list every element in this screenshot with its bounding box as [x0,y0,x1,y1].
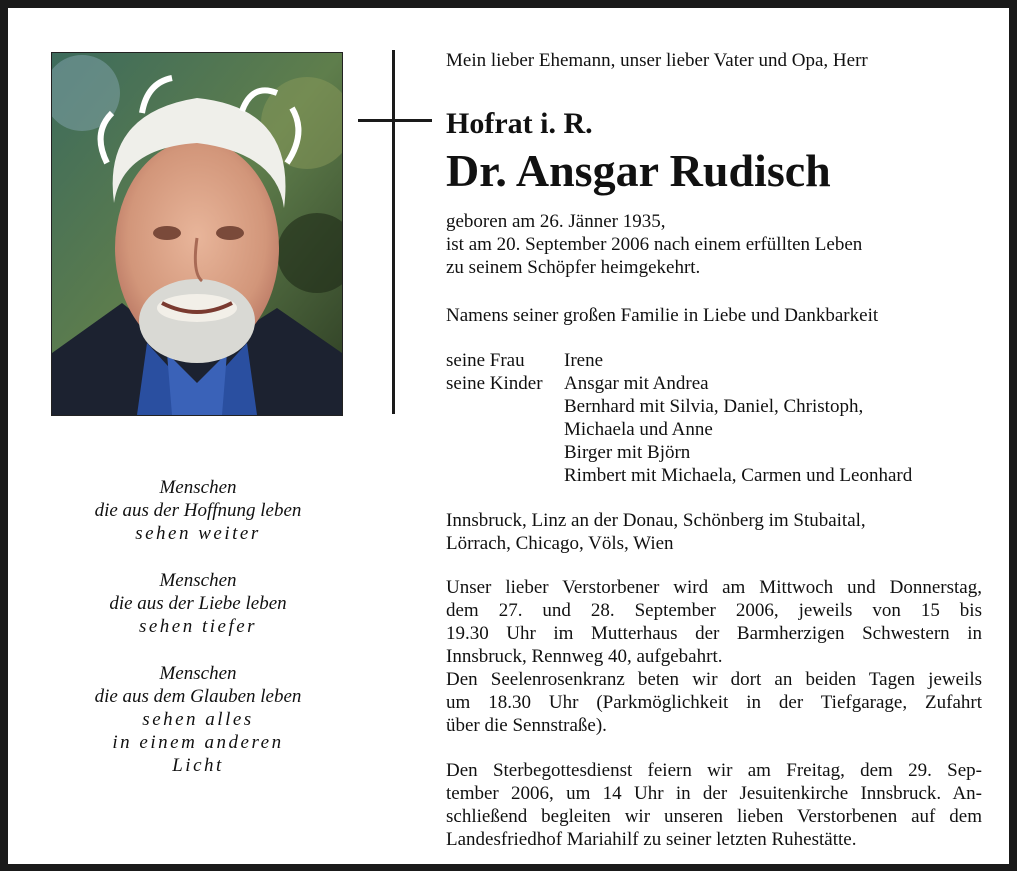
poem-line: sehen weiter [135,523,261,544]
poem-line: sehen tiefer [138,616,258,637]
family-row [446,349,982,372]
intro-line: Mein lieber Ehemann, unser lieber Vater und Opa, Herr [446,50,868,71]
text-line: geboren am 26. Jänner 1935, [446,211,666,232]
poem-line: Menschen [159,477,237,498]
cross-horizontal-bar [358,119,432,122]
text-line: Unser lieber Verstorbener wird am Mittwoch und Donnerstag, [446,577,982,598]
text-line: über die Sennstraße). [446,715,607,736]
text-line: Innsbruck, Rennweg 40, aufgebahrt. [446,646,723,667]
text-line: zu seinem Schöpfer heimgekehrt. [446,257,701,278]
poem-line: Menschen [159,570,237,591]
family-row [446,372,982,487]
text-line: Den Sterbegottesdienst feiern wir am Freitag, dem 29. Sep- [446,760,982,781]
places-text [446,509,982,555]
family-member-line: Rimbert mit Michaela, Carmen und Leonhard [564,465,913,486]
family-members [564,372,982,487]
text-line: Innsbruck, Linz an der Donau, Schönberg im Stubaital, [446,510,866,531]
family-member-line: Michaela und Anne [564,419,713,440]
honorific-title: Hofrat i. R. [446,107,593,140]
text-line: tember 2006, um 14 Uhr in der Jesuitenkirche Innsbruck. An- [446,783,982,804]
family-label: seine Kinder [446,373,543,394]
viewing-text [446,576,982,737]
poem-line: die aus der Hoffnung leben [94,500,302,521]
poem-line: Licht [172,755,224,776]
text-line: Lörrach, Chicago, Völs, Wien [446,533,674,554]
text-line: 19.30 Uhr im Mutterhaus der Barmherzigen Schwestern in [446,623,982,644]
poem-stanza [48,662,348,777]
family-label: seine Frau [446,350,525,371]
family-member-line: Bernhard mit Silvia, Daniel, Christoph, [564,396,864,417]
poem-line: in einem anderen [112,732,284,753]
family-list [446,349,982,487]
family-members [564,349,982,372]
text-line: um 18.30 Uhr (Parkmöglichkeit in der Tiefgarage, Zufahrt [446,692,982,713]
family-intro: Namens seiner großen Familie in Liebe und Dankbarkeit [446,305,879,326]
poem-stanza [48,476,348,545]
family-member-line: Birger mit Björn [564,442,691,463]
poem-line: Menschen [159,663,237,684]
portrait-photo [51,52,343,416]
funeral-text [446,759,982,851]
family-member-line: Irene [564,350,604,371]
text-line: ist am 20. September 2006 nach einem erfüllten Leben [446,234,863,255]
poem-stanza [48,569,348,638]
birth-death-text [446,210,982,279]
poem-line: die aus der Liebe leben [109,593,287,614]
text-line: Landesfriedhof Mariahilf zu seiner letzten Ruhestätte. [446,829,857,850]
poem [48,476,348,801]
cross-vertical-bar [392,50,395,414]
text-line: Den Seelenrosenkranz beten wir dort an beiden Tagen jeweils [446,669,982,690]
family-member-line: Ansgar mit Andrea [564,373,709,394]
poem-line: die aus dem Glauben leben [94,686,302,707]
text-line: dem 27. und 28. September 2006, jeweils von 15 bis [446,600,982,621]
text-line: schließend begleiten wir unseren lieben Verstorbenen auf dem [446,806,982,827]
poem-line: sehen alles [142,709,254,730]
deceased-name: Dr. Ansgar Rudisch [446,145,831,196]
